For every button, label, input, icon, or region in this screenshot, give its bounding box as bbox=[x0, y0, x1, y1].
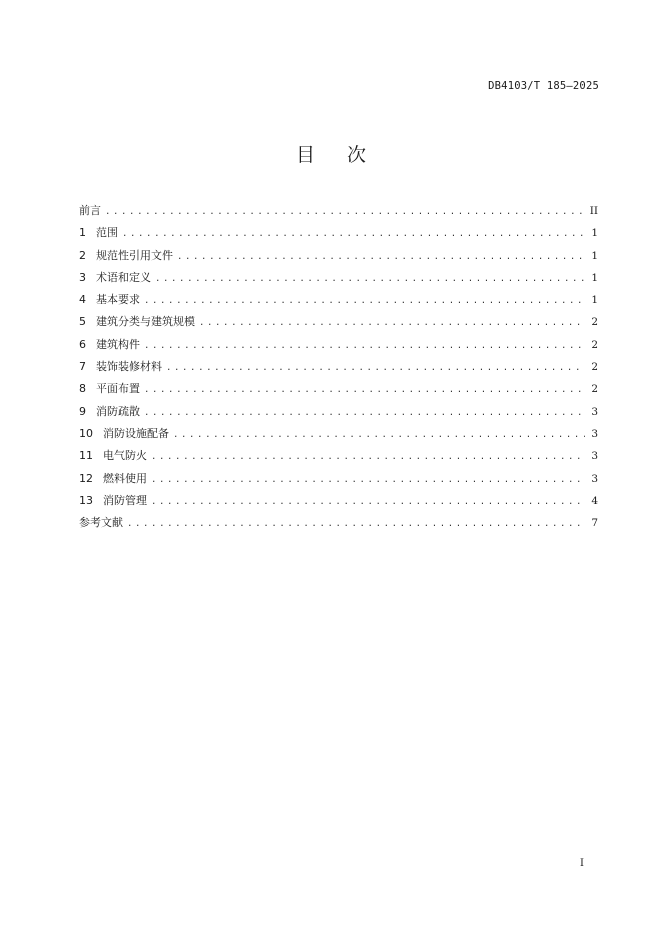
toc-entry-page: 1 bbox=[591, 271, 598, 284]
toc-entry-title: 装饰装修材料 bbox=[96, 360, 162, 374]
toc-dot-leader bbox=[177, 246, 585, 268]
toc-entry[interactable] bbox=[79, 512, 598, 534]
toc-entry[interactable] bbox=[79, 222, 598, 244]
toc-entry-number: 4 bbox=[79, 293, 86, 307]
toc-entry-number: 1 bbox=[79, 226, 86, 240]
toc-entry[interactable] bbox=[79, 423, 598, 445]
toc-dot-leader bbox=[173, 424, 585, 446]
toc-entry-page: 1 bbox=[591, 249, 598, 262]
toc-entry-page: 2 bbox=[591, 383, 598, 396]
toc-entry[interactable] bbox=[79, 200, 598, 222]
toc-entry-page: 2 bbox=[591, 361, 598, 374]
toc-entry-number: 11 bbox=[79, 449, 93, 463]
toc-entry-number: 9 bbox=[79, 404, 86, 418]
toc-entry-title: 前言 bbox=[79, 204, 101, 217]
toc-entry-title: 平面布置 bbox=[96, 382, 140, 396]
toc-entry[interactable] bbox=[79, 445, 598, 467]
toc-entry-page: 2 bbox=[591, 338, 598, 351]
toc-dot-leader bbox=[122, 223, 585, 245]
toc-dot-leader bbox=[151, 491, 585, 513]
toc-dot-leader bbox=[151, 446, 585, 468]
toc-entry-page: 3 bbox=[591, 405, 598, 418]
toc-dot-leader bbox=[144, 379, 585, 401]
toc-dot-leader bbox=[144, 335, 585, 357]
toc-entry-page: 3 bbox=[591, 472, 598, 485]
toc-entry[interactable] bbox=[79, 311, 598, 333]
page-title bbox=[0, 140, 662, 167]
toc-entry[interactable] bbox=[79, 245, 598, 267]
toc-entry-title: 消防管理 bbox=[103, 493, 147, 507]
toc-entry-number: 13 bbox=[79, 493, 93, 507]
title-char-2: 次 bbox=[347, 144, 367, 166]
toc-entry-title: 消防疏散 bbox=[96, 404, 140, 418]
toc-entry-number: 10 bbox=[79, 426, 93, 440]
table-of-contents bbox=[79, 200, 598, 534]
toc-entry-title: 燃料使用 bbox=[103, 471, 147, 485]
toc-dot-leader bbox=[127, 513, 585, 535]
toc-entry-page: 3 bbox=[591, 427, 598, 440]
document-code: DB4103/T 185—2025 bbox=[488, 80, 599, 92]
toc-dot-leader bbox=[166, 357, 585, 379]
footer-page-number: I bbox=[580, 858, 584, 869]
toc-entry-number: 7 bbox=[79, 360, 86, 374]
toc-entry[interactable] bbox=[79, 401, 598, 423]
toc-dot-leader bbox=[199, 312, 585, 334]
toc-entry-page: II bbox=[589, 205, 598, 217]
toc-dot-leader bbox=[155, 268, 585, 290]
toc-entry[interactable] bbox=[79, 378, 598, 400]
toc-entry-title: 建筑分类与建筑规模 bbox=[96, 315, 195, 329]
toc-dot-leader bbox=[144, 402, 585, 424]
toc-entry-page: 3 bbox=[591, 450, 598, 463]
toc-entry-page: 7 bbox=[591, 517, 598, 530]
toc-dot-leader bbox=[151, 469, 585, 491]
toc-entry-title: 范围 bbox=[96, 226, 118, 240]
toc-entry-page: 2 bbox=[591, 316, 598, 329]
toc-entry-page: 4 bbox=[591, 494, 598, 507]
toc-entry-number: 8 bbox=[79, 382, 86, 396]
toc-entry-number: 3 bbox=[79, 270, 86, 284]
toc-entry[interactable] bbox=[79, 334, 598, 356]
toc-entry-title: 参考文献 bbox=[79, 516, 123, 530]
title-char-1: 目 bbox=[295, 144, 315, 166]
toc-entry-title: 规范性引用文件 bbox=[96, 248, 173, 262]
toc-entry[interactable] bbox=[79, 356, 598, 378]
toc-entry-title: 电气防火 bbox=[103, 449, 147, 463]
toc-entry-number: 6 bbox=[79, 337, 86, 351]
toc-entry-title: 术语和定义 bbox=[96, 270, 151, 284]
toc-entry-number: 5 bbox=[79, 315, 86, 329]
toc-entry-number: 12 bbox=[79, 471, 93, 485]
toc-entry-title: 消防设施配备 bbox=[103, 426, 169, 440]
toc-dot-leader bbox=[144, 290, 585, 312]
toc-entry-title: 建筑构件 bbox=[96, 337, 140, 351]
toc-entry[interactable] bbox=[79, 490, 598, 512]
toc-dot-leader bbox=[105, 201, 585, 223]
toc-entry[interactable] bbox=[79, 289, 598, 311]
toc-entry-page: 1 bbox=[591, 294, 598, 307]
toc-entry-title: 基本要求 bbox=[96, 293, 140, 307]
toc-entry-number: 2 bbox=[79, 248, 86, 262]
toc-entry[interactable] bbox=[79, 468, 598, 490]
toc-entry[interactable] bbox=[79, 267, 598, 289]
toc-entry-page: 1 bbox=[591, 227, 598, 240]
